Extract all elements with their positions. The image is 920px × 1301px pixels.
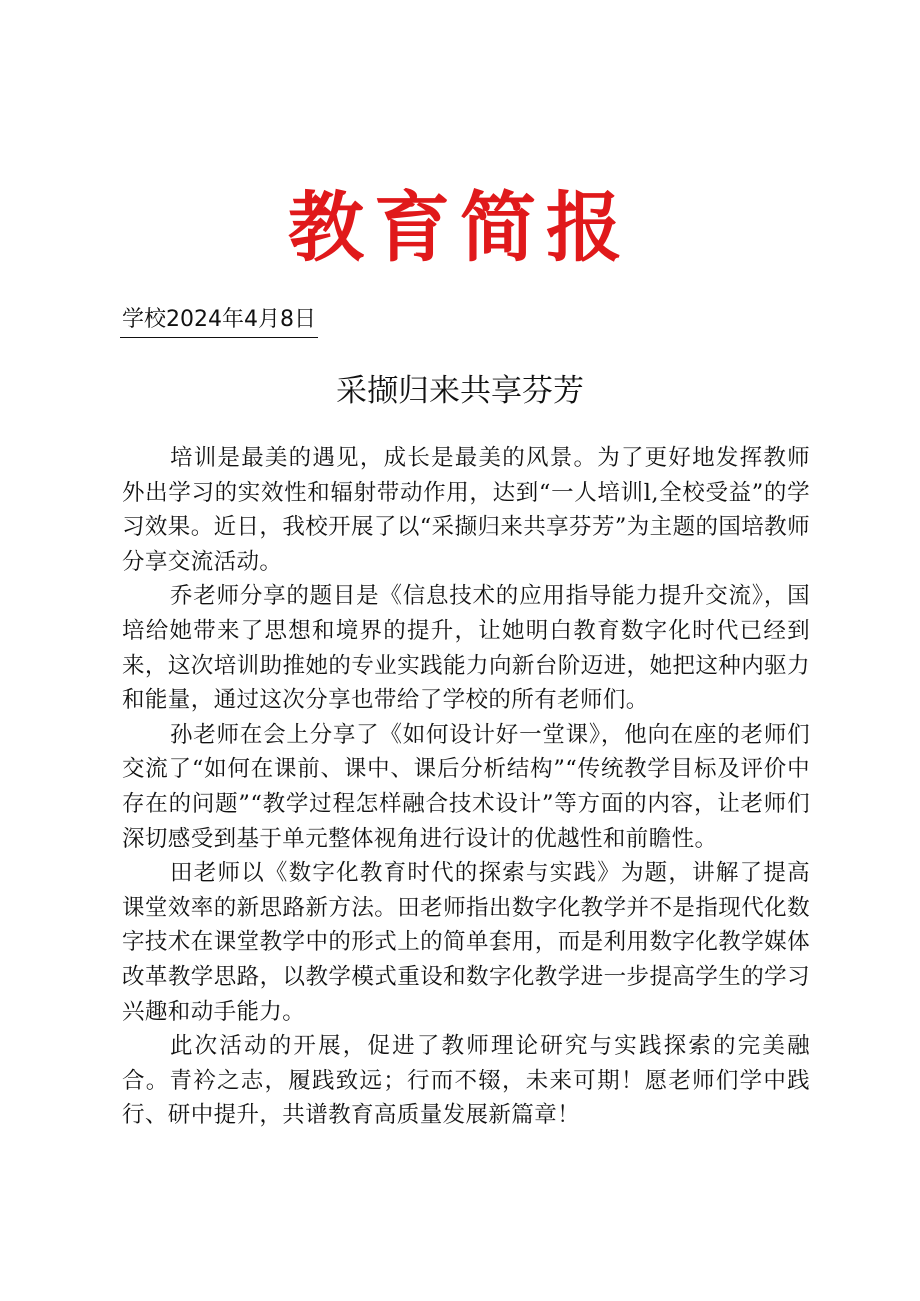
paragraph-sun: 孙老师在会上分享了《如何设计好一堂课》，他向在座的老师们交流了“如何在课前、课中、课后分析结构”“传统教学目标及评价中存在的问题”“教学过程怎样融合技术设计”等方面的内容，让老师们深切感受到基于单元整体视角进行设计的优越性和前瞻性。 — [122, 721, 810, 852]
paragraph-qiao: 乔老师分享的题目是《信息技术的应用指导能力提升交流》，国培给她带来了思想和境界的提升，让她明白教育数字化时代已经到来，这次培训助推她的专业实践能力向新台阶迈进，她把这种内驱力和能量，通过这次分享也带给了学校的所有老师们。 — [122, 583, 810, 714]
article-body — [122, 441, 810, 1133]
paragraph-conclusion: 此次活动的开展，促进了教师理论研究与实践探索的完美融合。青衿之志，履践致远；行而不辍，未来可期！愿老师们学中践行、研中提升，共谱教育高质量发展新篇章！ — [122, 1033, 810, 1129]
article-headline: 采撷归来共享芬芳 — [336, 373, 584, 409]
masthead-title: 教育简报 — [288, 183, 632, 272]
school-dateline: 学校2024年4月8日 — [120, 306, 318, 338]
paragraph-intro: 培训是最美的遇见，成长是最美的风景。为了更好地发挥教师外出学习的实效性和辐射带动作用，达到“一人培训l,全校受益”的学习效果。近日，我校开展了以“采撷归来共享芬芳”为主题的国培教师分享交流活动。 — [122, 445, 810, 575]
paragraph-tian: 田老师以《数字化教育时代的探索与实践》为题，讲解了提高课堂效率的新思路新方法。田老师指出数字化教学并不是指现代化数字技术在课堂教学中的形式上的简单套用，而是利用数字化教学媒体改革教学思路，以教学模式重设和数字化教学进一步提高学生的学习兴趣和动手能力。 — [122, 860, 810, 1025]
